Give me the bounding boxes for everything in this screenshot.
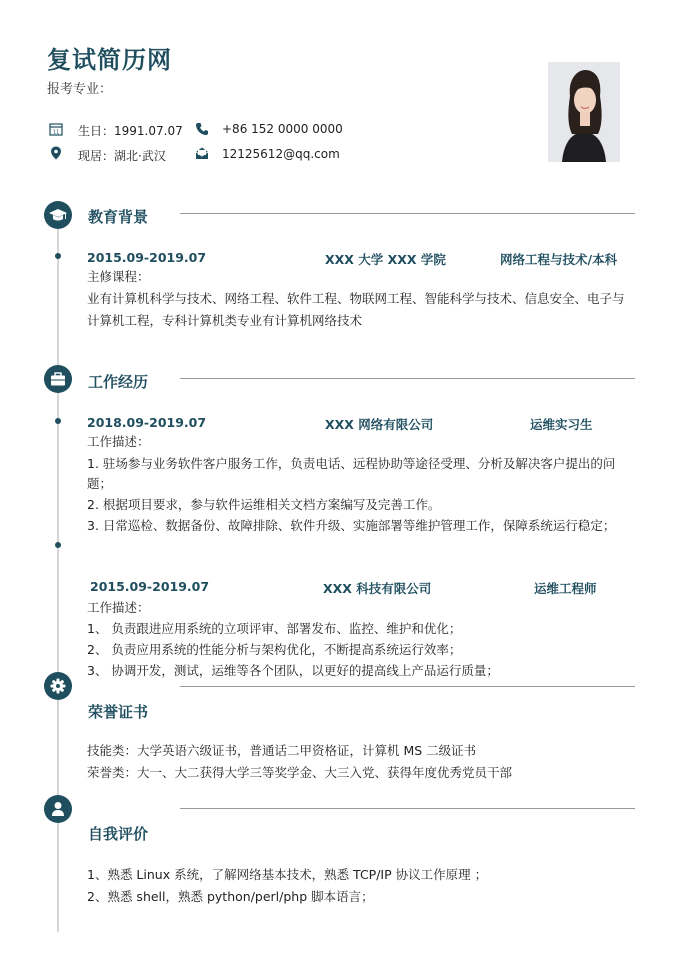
section-divider	[180, 213, 635, 214]
education-date: 2015.09-2019.07	[87, 250, 207, 265]
section-divider	[180, 808, 635, 809]
location-text: 现居：湖北·武汉	[78, 149, 166, 163]
job2-item: 1、 负责跟进应用系统的立项评审、部署发布、监控、维护和优化；	[87, 621, 462, 636]
section-divider	[180, 686, 635, 687]
courses-line-2: 计算机工程，专科计算机类专业有计算机网络技术	[87, 313, 363, 328]
job1-item: 1. 驻场参与业务软件客户服务工作，负责电话、远程协助等途径受理、分析及解决客户提出的问	[87, 456, 616, 471]
job2-item: 3、 协调开发，测试，运维等各个团队，以更好的提高线上产品运行质量；	[87, 663, 499, 678]
job1-item: 2. 根据项目要求，参与软件运维相关文档方案编写及完善工作。	[87, 497, 441, 512]
timeline-line	[57, 226, 59, 932]
phone-icon	[195, 122, 209, 136]
section-title-self-evaluation: 自我评价	[88, 825, 149, 843]
job1-company: XXX 网络有限公司	[325, 417, 434, 432]
email-icon	[195, 146, 209, 160]
graduation-cap-icon	[44, 201, 72, 229]
user-icon	[44, 795, 72, 823]
education-major: 网络工程与技术/本科	[500, 252, 618, 267]
section-title-education: 教育背景	[88, 208, 149, 226]
section-title-honors: 荣誉证书	[88, 703, 149, 721]
birthday-text: 生日：1991.07.07	[78, 124, 183, 138]
courses-label: 主修课程：	[87, 269, 150, 284]
timeline-dot	[55, 542, 61, 548]
skills-certificates: 技能类：大学英语六级证书，普通话二甲资格证，计算机 MS 二级证书	[87, 743, 477, 758]
phone-text: +86 152 0000 0000	[222, 122, 343, 136]
location-pin-icon	[49, 146, 63, 160]
job1-date: 2018.09-2019.07	[87, 415, 207, 430]
job2-desc-label: 工作描述：	[87, 600, 150, 615]
section-divider	[180, 378, 635, 379]
email-text: 12125612@qq.com	[222, 147, 340, 161]
section-title-work: 工作经历	[88, 373, 149, 391]
honor-awards: 荣誉类：大一、大二获得大学三等奖学金、大三入党、获得年度优秀党员干部	[87, 765, 513, 780]
courses-line-1: 业有计算机科学与技术、网络工程、软件工程、物联网工程、智能科学与技术、信息安全、电子与	[87, 291, 625, 306]
timeline-dot	[55, 253, 61, 259]
education-school: XXX 大学 XXX 学院	[325, 252, 446, 267]
calendar-icon	[49, 122, 63, 136]
job2-item: 2、 负责应用系统的性能分析与架构优化，不断提高系统运行效率；	[87, 642, 462, 657]
job1-item: 3. 日常巡检、数据备份、故障排除、软件升级、实施部署等维护管理工作，保障系统运行稳定；	[87, 518, 616, 533]
resume-title: 复试简历网	[47, 46, 172, 74]
job2-date: 2015.09-2019.07	[90, 579, 210, 594]
svg-text:11: 11	[53, 129, 60, 136]
job1-desc-label: 工作描述：	[87, 434, 150, 449]
job2-role: 运维工程师	[534, 581, 597, 596]
self-eval-line-2: 2、熟悉 shell，熟悉 python/perl/php 脚本语言；	[87, 889, 374, 904]
applied-major-label: 报考专业：	[47, 82, 113, 97]
job1-item: 题；	[87, 476, 113, 491]
gear-icon	[44, 672, 72, 700]
job2-company: XXX 科技有限公司	[323, 581, 432, 596]
job1-role: 运维实习生	[530, 417, 593, 432]
timeline-dot	[55, 418, 61, 424]
briefcase-icon	[44, 365, 72, 393]
self-eval-line-1: 1、熟悉 Linux 系统，了解网络基本技术，熟悉 TCP/IP 协议工作原理 ；	[87, 867, 488, 882]
profile-photo	[548, 62, 620, 162]
